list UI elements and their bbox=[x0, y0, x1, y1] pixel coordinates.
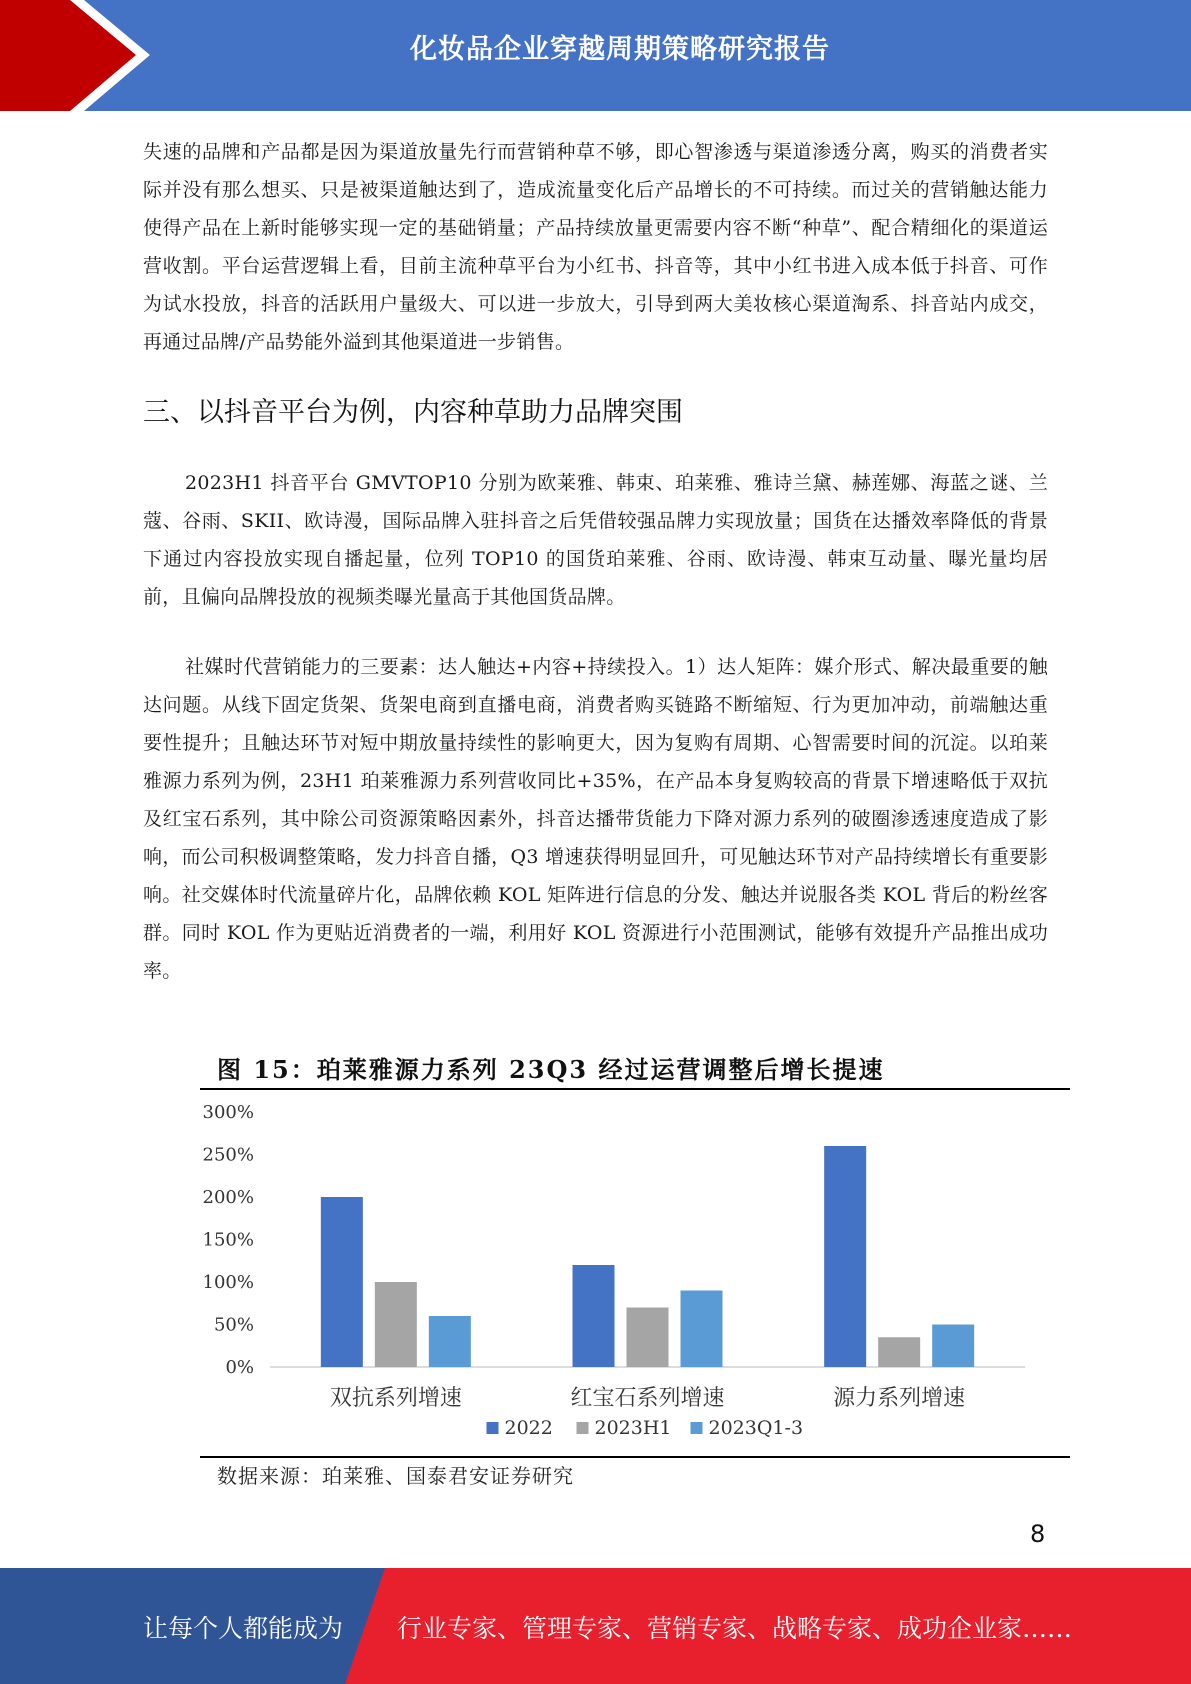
figure-top-rule bbox=[200, 1088, 1070, 1090]
x-category-label: 红宝石系列增速 bbox=[570, 1386, 725, 1411]
legend-label: 2023H1 bbox=[594, 1417, 672, 1439]
legend-swatch-2023Q1-3 bbox=[691, 1422, 703, 1434]
page-header bbox=[0, 0, 1191, 111]
y-tick-label: 0% bbox=[225, 1357, 254, 1378]
header-title: 化妆品企业穿越周期策略研究报告 bbox=[410, 34, 830, 65]
legend-label: 2022 bbox=[504, 1417, 553, 1439]
bar-2023H1-0 bbox=[375, 1282, 417, 1367]
y-tick-label: 50% bbox=[213, 1314, 254, 1336]
legend-swatch-2022 bbox=[487, 1422, 499, 1434]
x-category-label: 双抗系列增速 bbox=[329, 1386, 462, 1411]
bar-2023Q1-3-0 bbox=[429, 1316, 471, 1367]
paragraph-1: 失速的品牌和产品都是因为渠道放量先行而营销种草不够，即心智渗透与渠道渗透分离，购买的消费者实际并没有那么想买、只是被渠道触达到了，造成流量变化后产品增长的不可持续。而过关的营销触达能力使得产品在上新时能够实现一定的基础销量；产品持续放量更需要内容不断“种草”、配合精细化的渠道运营收割。平台运营逻辑上看，目前主流种草平台为小红书、抖音等，其中小红书进入成本低于抖音、可作为试水投放，抖音的活跃用户量级大、可以进一步放大，引导到两大美妆核心渠道淘系、抖音站内成交，再通过品牌/产品势能外溢到其他渠道进一步销售。 bbox=[143, 141, 1048, 353]
chart-bars bbox=[321, 1146, 974, 1367]
figure-source: 数据来源：珀莱雅、国泰君安证券研究 bbox=[217, 1464, 574, 1488]
y-tick-label: 150% bbox=[202, 1229, 254, 1251]
bar-2022-2 bbox=[824, 1146, 866, 1367]
paragraph-2-block bbox=[143, 464, 1048, 616]
paragraph-1-block bbox=[143, 133, 1048, 361]
y-tick-label: 250% bbox=[202, 1144, 254, 1166]
header-red-arrow bbox=[0, 0, 150, 111]
bar-2023H1-1 bbox=[627, 1308, 669, 1368]
bar-2023Q1-3-1 bbox=[681, 1291, 723, 1368]
chart-labels bbox=[330, 1386, 965, 1411]
paragraph-2: 2023H1 抖音平台 GMVTOP10 分别为欧莱雅、韩束、珀莱雅、雅诗兰黛、赫莲娜、海蓝之谜、兰蔻、谷雨、SKII、欧诗漫，国际品牌入驻抖音之后凭借较强品牌力实现放量；国货在达播效率降低的背景下通过内容投放实现自播起量，位列 TOP10 的国货珀莱雅、谷雨、欧诗漫、韩束互动量、曝光量均居前，且偏向品牌投放的视频类曝光量高于其他国货品牌。 bbox=[143, 472, 1048, 608]
figure-bottom-rule bbox=[200, 1456, 1070, 1458]
y-tick-label: 200% bbox=[202, 1187, 254, 1208]
bar-chart bbox=[200, 1092, 1070, 1452]
figure-title: 图 15：珀莱雅源力系列 23Q3 经过运营调整后增长提速 bbox=[217, 1055, 885, 1084]
chart-legend bbox=[487, 1417, 804, 1439]
legend-swatch-2023H1 bbox=[577, 1422, 589, 1434]
bar-2022-1 bbox=[573, 1265, 615, 1367]
page-number: 8 bbox=[1030, 1520, 1046, 1548]
x-category-label: 源力系列增速 bbox=[833, 1386, 966, 1411]
page-footer bbox=[0, 1568, 1191, 1684]
paragraph-3: 社媒时代营销能力的三要素：达人触达+内容+持续投入。1）达人矩阵：媒介形式、解决最重要的触达问题。从线下固定货架、货架电商到直播电商，消费者购买链路不断缩短、行为更加冲动，前端触达重要性提升；且触达环节对短中期放量持续性的影响更大，因为复购有周期、心智需要时间的沉淀。以珀莱雅源力系列为例，23H1 珀莱雅源力系列营收同比+35%，在产品本身复购较高的背景下增速略低于双抗及红宝石系列，其中除公司资源策略因素外，抖音达播带货能力下降对源力系列的破圈渗透速度造成了影响，而公司积极调整策略，发力抖音自播，Q3 增速获得明显回升，可见触达环节对产品持续增长有重要影响。社交媒体时代流量碎片化，品牌依赖 KOL 矩阵进行信息的分发、触达并说服各类 KOL 背后的粉丝客群。同时 KOL 作为更贴近消费者的一端，利用好 KOL 资源进行小范围测试，能够有效提升产品推出成功率。 bbox=[143, 656, 1048, 982]
section-heading: 三、以抖音平台为例，内容种草助力品牌突围 bbox=[143, 397, 683, 428]
bar-2023H1-2 bbox=[878, 1337, 920, 1367]
footer-slogan-right: 行业专家、管理专家、营销专家、战略专家、成功企业家…… bbox=[397, 1614, 1073, 1643]
legend-label: 2023Q1-3 bbox=[708, 1417, 804, 1439]
y-tick-label: 100% bbox=[202, 1272, 254, 1293]
bar-2023Q1-3-2 bbox=[932, 1325, 974, 1368]
bar-2022-0 bbox=[321, 1197, 363, 1367]
footer-slogan-left: 让每个人都能成为 bbox=[143, 1614, 344, 1643]
y-tick-label: 300% bbox=[202, 1102, 254, 1123]
paragraph-3-block bbox=[143, 648, 1048, 990]
